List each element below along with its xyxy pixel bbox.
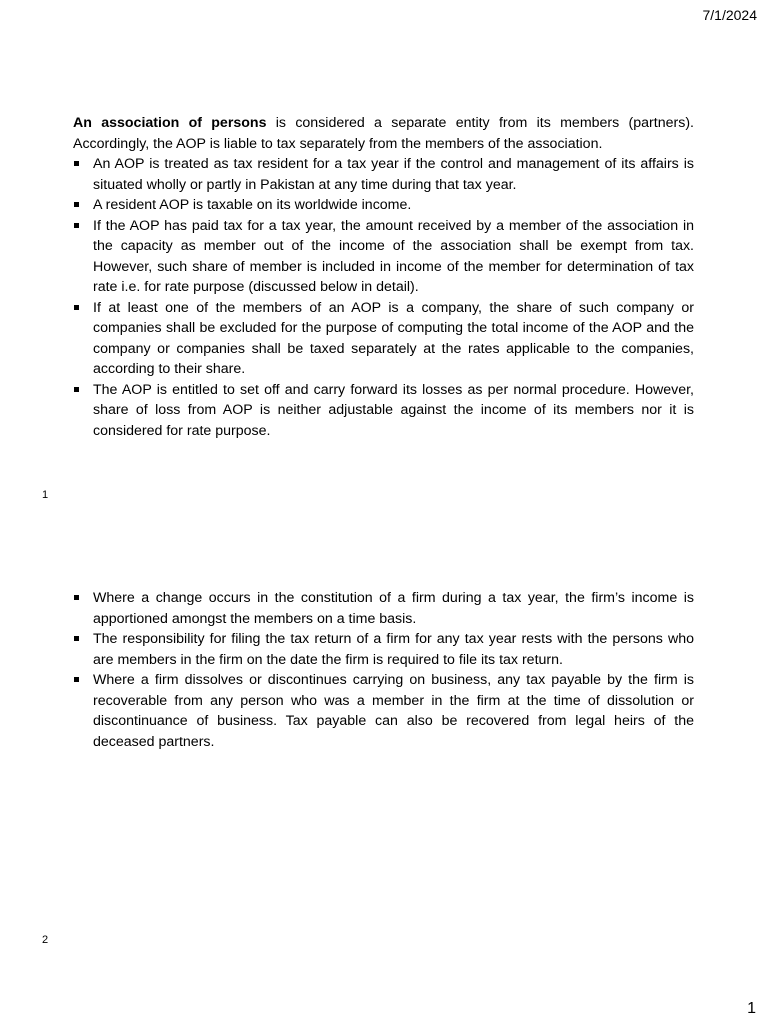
list-item (73, 670, 694, 752)
square-bullet-icon (74, 305, 79, 310)
print-date: 7/1/2024 (702, 7, 757, 23)
list-item (73, 629, 694, 670)
intro-paragraph (73, 113, 694, 154)
page-number: 1 (747, 1000, 756, 1017)
square-bullet-icon (74, 636, 79, 641)
slide-number-1: 1 (42, 489, 49, 501)
bullet-text: The AOP is entitled to set off and carry forward its losses as per normal procedure. However, share of loss from AOP is neither adjustable against the income of its members nor it is considered for rate purpose. (93, 381, 694, 439)
intro-bold-term: An association of persons (73, 115, 267, 131)
square-bullet-icon (74, 223, 79, 228)
bullet-text: Where a change occurs in the constitution of a firm during a tax year, the firm’s income is apportioned amongst the members on a time basis. (93, 590, 694, 627)
list-item (73, 380, 694, 442)
square-bullet-icon (74, 595, 79, 600)
square-bullet-icon (74, 161, 79, 166)
slide-1-bullet-list (73, 154, 694, 441)
list-item (73, 588, 694, 629)
slide-2-bullet-list (73, 588, 694, 752)
square-bullet-icon (74, 387, 79, 392)
bullet-text: A resident AOP is taxable on its worldwide income. (93, 197, 412, 213)
bullet-text: An AOP is treated as tax resident for a tax year if the control and management of its affairs is situated wholly or partly in Pakistan at any time during that tax year. (93, 156, 694, 193)
bullet-text: Where a firm dissolves or discontinues carrying on business, any tax payable by the firm is recoverable from any person who was a member in the firm at the time of dissolution or discontinuance of business. Tax payable can also be recovered from legal heirs of the deceased partners. (93, 672, 694, 750)
square-bullet-icon (74, 677, 79, 682)
slide-number-2: 2 (42, 934, 49, 946)
bullet-text: If the AOP has paid tax for a tax year, the amount received by a member of the association in the capacity as member out of the income of the association shall be exempt from tax. However, such share of member is included in income of the member for determination of tax rate i.e. for rate purpose (discussed below in detail). (93, 217, 694, 295)
slide-1-content (73, 113, 694, 441)
bullet-text: The responsibility for filing the tax return of a firm for any tax year rests with the persons who are members in the firm on the date the firm is required to file its tax return. (93, 631, 694, 668)
intro-text: is considered a separate entity from its members (partners). Accordingly, the AOP is liable to tax separately from the members of the association. (73, 115, 694, 152)
slide-2-content (73, 588, 694, 752)
list-item (73, 216, 694, 298)
list-item (73, 154, 694, 195)
list-item (73, 195, 694, 216)
bullet-text: If at least one of the members of an AOP is a company, the share of such company or companies shall be excluded for the purpose of computing the total income of the AOP and the company or companies shall be taxed separately at the rates applicable to the companies, according to their share. (93, 299, 694, 377)
square-bullet-icon (74, 202, 79, 207)
list-item (73, 298, 694, 380)
